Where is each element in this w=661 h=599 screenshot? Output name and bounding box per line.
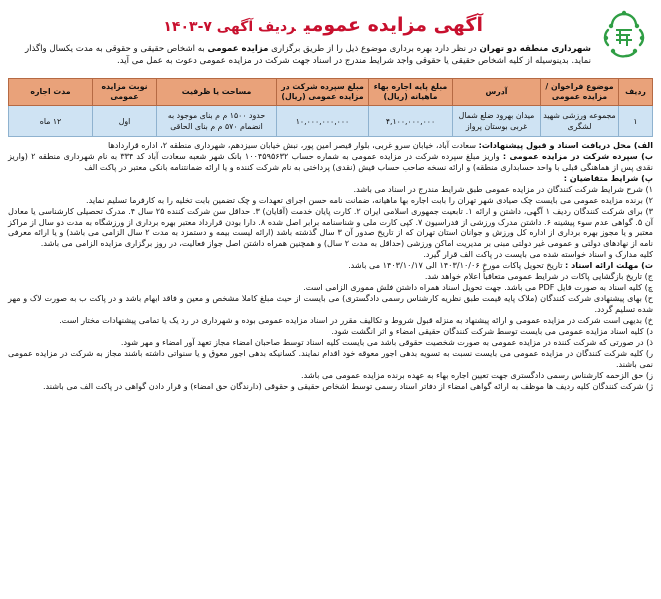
cell-round: اول xyxy=(93,106,157,137)
section-r: ر) کلیه شرکت کنندگان در مزایده عمومی می بایست نسبت به تسویه بدهی اجور معوقه خود اقدام نمایند. کسانیکه بدهی اجور معوق و یا سنواتی داشته باشند مجاز به شرکت در مزایده عمومی نمی باشند. xyxy=(8,348,653,369)
col-round: نوبت مزایده عمومی xyxy=(93,79,157,106)
section-te xyxy=(8,260,653,271)
section-be-text: واریز مبلغ سپرده شرکت در مزایده عمومی به شماره حساب ۱۰۰۴۵۹۵۶۳۲ بانک شهر شعبه سعادت آباد کد ۳۳۴ به نام شهرداری منطقه ۲ (واریز نقدی پس از هماهنگی قبلی با واحد حسابداری منطقه) و ارائه نسخه صاحب حساب فیش (نقدی) پرداختی به نام شرکت کننده و یا ارائه ضمانتنامه بانکی معتبر در پاکت الف xyxy=(8,151,653,172)
col-subject: موضوع فراخوان / مزایده عمومی xyxy=(541,79,619,106)
cell-deposit: ۱۰,۰۰۰,۰۰۰,۰۰۰ xyxy=(277,106,369,137)
section-ha: چ) کلیه اسناد به صورت فایل PDF می باشد. جهت تحویل اسناد همراه داشتن فلش مموری الزامی است. xyxy=(303,282,653,293)
issuer-name: شهرداری منطقه دو تهران xyxy=(479,44,591,54)
cell-address: میدان بهرود ضلع شمال غربی بوستان پرواز xyxy=(453,106,541,137)
auction-table xyxy=(8,78,653,137)
section-kh: خ) بدیهی است شرکت در مزایده عمومی و ارائه پیشنهاد به منزله قبول شروط و تکالیف مقرر در اسناد مزایده عمومی بوده و شهرداری در رد یک یا تمامی پیشنهادات مختار است. xyxy=(59,315,653,325)
col-duration: مدت اجاره xyxy=(9,79,93,106)
col-area: مساحت یا ظرفیت xyxy=(157,79,277,106)
section-z: ذ) در صورتی که شرکت کننده در مزایده عمومی به صورت شخصیت حقوقی باشد می بایست کلیه اسناد توسط صاحبان امضاء مجاز تعهد آور امضاء و مهر شود. xyxy=(120,337,653,348)
section-pe-title xyxy=(8,173,653,184)
section-te-title: ت) مهلت ارائه اسناد : xyxy=(565,260,653,271)
col-address: آدرس xyxy=(453,79,541,106)
section-d: د) کلیه اسناد مزایده عمومی می بایست توسط شرکت کنندگان حقیقی امضاء و اثر انگشت شود. xyxy=(331,326,653,337)
notice-body xyxy=(8,140,653,392)
notice-reference: ردیف آگهی ۷-۱۴۰۳ xyxy=(163,19,296,35)
section-alef xyxy=(8,140,653,151)
section-pe-item-2: ۲) برنده مزایده عمومی می بایست چک صیادی شهر تهران را بابت اجاره بها ماهیانه، ضمانت نامه حسن اجرای تعهدات و چک تضمین بابت تخلیه را به کارفرما تسلیم نماید. xyxy=(86,194,653,205)
section-be xyxy=(8,151,653,172)
col-base-rent: مبلغ پایه اجاره بهاء ماهیانه (ریال) xyxy=(369,79,453,106)
table-row xyxy=(9,106,653,137)
cell-row-number: ۱ xyxy=(619,106,653,137)
section-pe-item-4: کلیه مدارک و اسناد خواسته شده می بایست در پاکت الف قرار گیرد. xyxy=(423,248,653,259)
section-be-title: ب) سپرده شرکت در مزایده عمومی : xyxy=(502,151,653,162)
section-alef-text: سعادت آباد، خیابان سرو غربی، بلوار قیصر امین پور، نبش خیابان سیزدهم، شهرداری منطقه ۲، اداره قراردادها xyxy=(108,140,479,150)
section-pe-heading: پ) شرایط متقاضیان : xyxy=(563,172,653,183)
intro-text-2: به اشخاص حقیقی و حقوقی به مدت یکسال واگذار نماید. بدینوسیله از کلیه اشخاص حقیقی یا حقوقی واجد شرایط مندرج در اسناد جهت شرکت در مزایده عمومی دعوت به عمل می آید. xyxy=(24,44,591,66)
col-deposit: مبلغ سپرده شرکت در مزایده عمومی (ریال) xyxy=(277,79,369,106)
cell-area: حدود ۱۵۰۰ م م بنای موجود به انضمام ۵۷۰ م م بنای الحاقی xyxy=(157,106,277,137)
cell-subject: مجموعه ورزشی شهید لشگری xyxy=(541,106,619,137)
section-pe-item-3: ۳) برای شرکت کنندگان ردیف ۱ آگهی، داشتن و ارائه ۱. تابعیت جمهوری اسلامی ایران ۲. کارت پایان خدمت (آقایان) ۳. حداقل سن شرکت کننده ۲۵ سال ۴. مدرک تحصیلی کارشناسی یا معادل آن ۵. گواهی عدم سوء پیشینه ۶. داشتن مدرک ورزشی از فدراسیون ۷. کپی کارت ملی و شناسنامه برابر اصل شده ۸. دارا بودن قرارداد معتبر بهره برداری از ورزشگاه به مدت دو سال از مراکز معتبر و یا مجوز بهره برداری از اداره کل ورزش و جوانان استان تهران که از تاریخ صدور آن ۳ سال گذشته باشد (ارائه لیست بیمه و دستمزد به مدت ۲ سال الزامی می باشد) و یا ارائه معرفی نامه از نهادهای دولتی و عمومی غیر دولتی مبنی بر مدیریت اماکن ورزشی (حداقل به مدت ۲ سال) و همچنین همراه داشتن اصل جواز فعالیت، در روز برگزاری مزایده الزامی می باشد. xyxy=(8,206,654,248)
section-te-text: تاریخ تحویل پاکات مورخ ۱۴۰۳/۱۰/۰۶ الی ۱۴۰۳/۱۰/۱۷ می باشد. xyxy=(348,260,566,271)
section-zh: ز) حق الزحمه کارشناس رسمی دادگستری جهت تعیین اجاره بهاء به عهده برنده مزایده عمومی می باشد. xyxy=(301,369,653,380)
section-ch: ج) تاریخ بازگشایی پاکات در شرایط عمومی متعاقباً اعلام خواهد شد. xyxy=(424,271,653,282)
cell-base-rent: ۴,۱۰۰,۰۰۰,۰۰۰ xyxy=(369,106,453,137)
intro-text-1: در نظر دارد بهره برداری موضوع ذیل را از طریق برگزاری xyxy=(268,44,480,54)
section-he: ح) بهای پیشنهادی شرکت کنندگان (ملاک پایه قیمت طبق نظریه کارشناس رسمی دادگستری) می بایست از حیث مبلغ کاملا مشخص و معین و فاقد ابهام باشد و در پاکت ب به صورت لاک و مهر شده تسلیم گردد. xyxy=(8,293,653,314)
intro-auction-type: مزایده عمومی xyxy=(207,44,269,54)
title-text: آگهی مزایده عمومی xyxy=(303,14,483,36)
notice-title xyxy=(163,14,483,36)
tehran-municipality-logo xyxy=(599,8,649,62)
notice-header xyxy=(8,6,653,66)
table-header-row xyxy=(9,79,653,106)
section-pe-item-1: ۱) شرح شرایط شرکت کنندگان در مزایده عمومی طبق شرایط مندرج در اسناد می باشد. xyxy=(353,183,653,194)
col-row-number: ردیف xyxy=(619,79,653,106)
intro-paragraph xyxy=(16,44,591,67)
section-s: ژ) شرکت کنندگان کلیه ردیف ها موظف به ارائه گواهی امضاء از دفاتر اسناد رسمی توسط اشخاص حقیقی و حقوقی (دارندگان حق امضاء) و قرار دادن گواهی در پاکت الف می باشند. xyxy=(42,381,653,392)
section-alef-title: الف) محل دریافت اسناد و قبول پیشنهادات: xyxy=(478,140,653,150)
cell-duration: ۱۲ ماه xyxy=(9,106,93,137)
